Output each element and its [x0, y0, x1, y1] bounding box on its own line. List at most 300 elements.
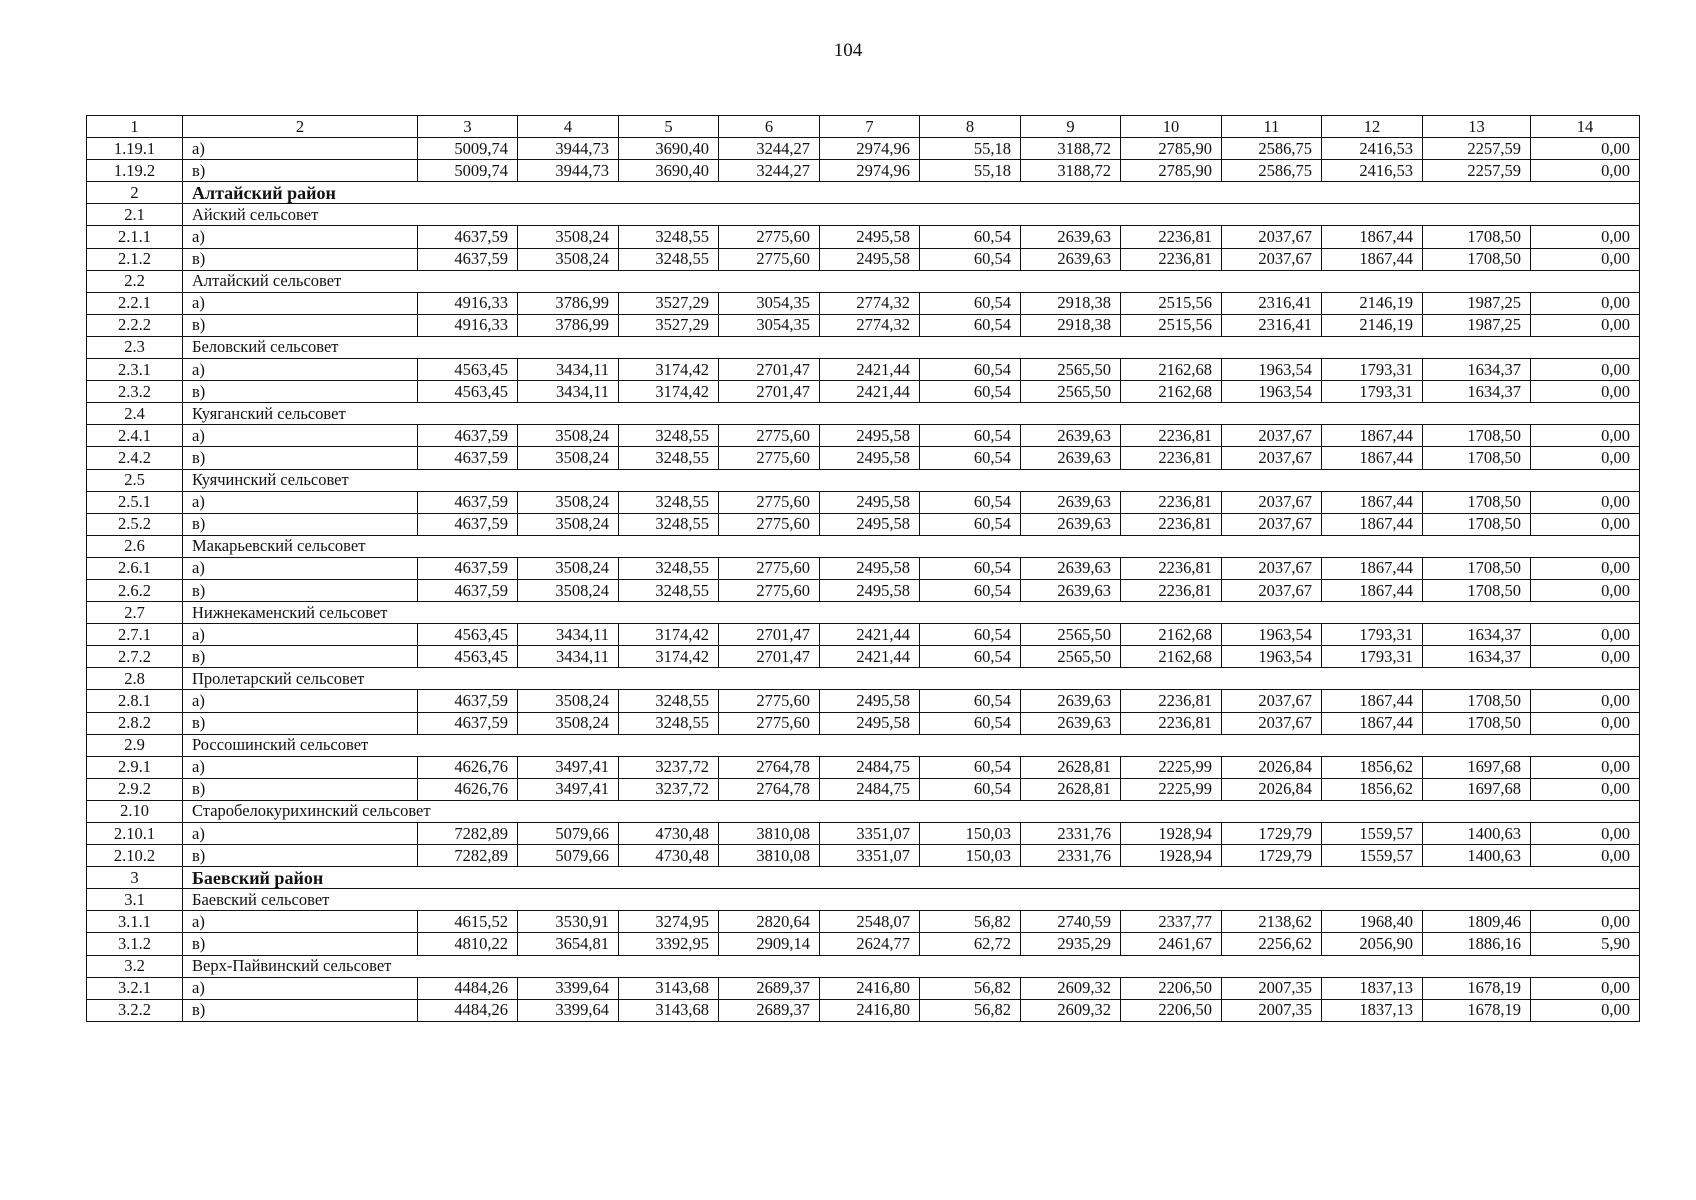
- section-row: [87, 734, 1640, 756]
- column-number-cell: 3: [418, 116, 518, 138]
- row-number-cell: 2.6.1: [87, 557, 183, 579]
- value-cell: 0,00: [1531, 359, 1640, 381]
- value-cell: 4484,26: [418, 977, 518, 999]
- value-cell: 3244,27: [719, 138, 820, 160]
- row-number-cell: 2.2.1: [87, 292, 183, 314]
- value-cell: 2257,59: [1423, 138, 1531, 160]
- table-row: [87, 646, 1640, 668]
- value-cell: 2416,53: [1322, 160, 1423, 182]
- section-row: [87, 800, 1640, 822]
- row-number-cell: 2.1.2: [87, 248, 183, 270]
- value-cell: 5009,74: [418, 138, 518, 160]
- section-row: [87, 955, 1640, 977]
- value-cell: 4626,76: [418, 778, 518, 800]
- value-cell: 60,54: [920, 314, 1021, 336]
- value-cell: 0,00: [1531, 138, 1640, 160]
- table-row: [87, 756, 1640, 778]
- value-cell: 3054,35: [719, 314, 820, 336]
- value-cell: 2026,84: [1222, 756, 1322, 778]
- value-cell: 2974,96: [820, 138, 920, 160]
- tariff-table-container: [86, 115, 1639, 1022]
- value-cell: 2236,81: [1121, 447, 1222, 469]
- row-number-cell: 3.1.1: [87, 911, 183, 933]
- value-cell: 0,00: [1531, 557, 1640, 579]
- value-cell: 1708,50: [1423, 712, 1531, 734]
- value-cell: 0,00: [1531, 314, 1640, 336]
- value-cell: 2548,07: [820, 911, 920, 933]
- value-cell: 2236,81: [1121, 248, 1222, 270]
- value-cell: 62,72: [920, 933, 1021, 955]
- value-cell: 4637,59: [418, 712, 518, 734]
- section-title-cell: Куяганский сельсовет: [183, 403, 1640, 425]
- table-row: [87, 491, 1640, 513]
- section-row: [87, 403, 1640, 425]
- value-cell: 2225,99: [1121, 756, 1222, 778]
- value-cell: 1708,50: [1423, 248, 1531, 270]
- table-row: [87, 381, 1640, 403]
- value-cell: 0,00: [1531, 513, 1640, 535]
- value-cell: 3530,91: [518, 911, 619, 933]
- value-cell: 1634,37: [1423, 646, 1531, 668]
- value-cell: 2764,78: [719, 778, 820, 800]
- value-cell: 4637,59: [418, 447, 518, 469]
- row-number-cell: 2.4.1: [87, 425, 183, 447]
- value-cell: 2421,44: [820, 646, 920, 668]
- value-cell: 60,54: [920, 646, 1021, 668]
- section-title-cell: Айский сельсовет: [183, 204, 1640, 226]
- value-cell: 0,00: [1531, 579, 1640, 601]
- value-cell: 0,00: [1531, 491, 1640, 513]
- value-cell: 0,00: [1531, 823, 1640, 845]
- row-label-cell: в): [183, 579, 418, 601]
- value-cell: 4916,33: [418, 314, 518, 336]
- value-cell: 2236,81: [1121, 690, 1222, 712]
- value-cell: 2918,38: [1021, 314, 1121, 336]
- value-cell: 3497,41: [518, 756, 619, 778]
- row-number-cell: 2.3.1: [87, 359, 183, 381]
- value-cell: 3174,42: [619, 359, 719, 381]
- row-number-cell: 1.19.2: [87, 160, 183, 182]
- value-cell: 3244,27: [719, 160, 820, 182]
- value-cell: 60,54: [920, 756, 1021, 778]
- value-cell: 1708,50: [1423, 226, 1531, 248]
- value-cell: 3248,55: [619, 513, 719, 535]
- value-cell: 60,54: [920, 690, 1021, 712]
- value-cell: 2316,41: [1222, 314, 1322, 336]
- value-cell: 2257,59: [1423, 160, 1531, 182]
- value-cell: 4637,59: [418, 557, 518, 579]
- row-number-cell: 2.10: [87, 800, 183, 822]
- value-cell: 1987,25: [1423, 292, 1531, 314]
- value-cell: 4637,59: [418, 425, 518, 447]
- value-cell: 60,54: [920, 513, 1021, 535]
- value-cell: 2785,90: [1121, 138, 1222, 160]
- value-cell: 1867,44: [1322, 712, 1423, 734]
- value-cell: 56,82: [920, 977, 1021, 999]
- value-cell: 56,82: [920, 999, 1021, 1021]
- table-row: [87, 690, 1640, 712]
- value-cell: 4637,59: [418, 690, 518, 712]
- value-cell: 4626,76: [418, 756, 518, 778]
- value-cell: 60,54: [920, 447, 1021, 469]
- value-cell: 1928,94: [1121, 823, 1222, 845]
- value-cell: 2820,64: [719, 911, 820, 933]
- section-title-cell: Старобелокурихинский сельсовет: [183, 800, 1640, 822]
- row-number-cell: 2.10.2: [87, 845, 183, 867]
- value-cell: 0,00: [1531, 977, 1640, 999]
- value-cell: 4484,26: [418, 999, 518, 1021]
- column-number-cell: 12: [1322, 116, 1423, 138]
- value-cell: 1678,19: [1423, 999, 1531, 1021]
- tariff-table: [86, 115, 1640, 1022]
- value-cell: 3392,95: [619, 933, 719, 955]
- row-number-cell: 2.4.2: [87, 447, 183, 469]
- value-cell: 2037,67: [1222, 690, 1322, 712]
- value-cell: 2206,50: [1121, 977, 1222, 999]
- value-cell: 2416,53: [1322, 138, 1423, 160]
- table-row: [87, 292, 1640, 314]
- value-cell: 0,00: [1531, 999, 1640, 1021]
- section-title-cell: Алтайский сельсовет: [183, 270, 1640, 292]
- value-cell: 3399,64: [518, 977, 619, 999]
- value-cell: 2774,32: [820, 292, 920, 314]
- value-cell: 0,00: [1531, 690, 1640, 712]
- value-cell: 0,00: [1531, 624, 1640, 646]
- value-cell: 0,00: [1531, 447, 1640, 469]
- value-cell: 2515,56: [1121, 292, 1222, 314]
- row-label-cell: в): [183, 712, 418, 734]
- value-cell: 2609,32: [1021, 977, 1121, 999]
- row-number-cell: 2.8.2: [87, 712, 183, 734]
- value-cell: 60,54: [920, 248, 1021, 270]
- row-label-cell: в): [183, 314, 418, 336]
- row-label-cell: в): [183, 248, 418, 270]
- value-cell: 2785,90: [1121, 160, 1222, 182]
- row-number-cell: 1.19.1: [87, 138, 183, 160]
- value-cell: 2236,81: [1121, 513, 1222, 535]
- value-cell: 3143,68: [619, 999, 719, 1021]
- value-cell: 7282,89: [418, 845, 518, 867]
- table-row: [87, 999, 1640, 1021]
- value-cell: 3508,24: [518, 513, 619, 535]
- value-cell: 2146,19: [1322, 292, 1423, 314]
- value-cell: 3508,24: [518, 447, 619, 469]
- value-cell: 3654,81: [518, 933, 619, 955]
- table-row: [87, 160, 1640, 182]
- row-number-cell: 2.2.2: [87, 314, 183, 336]
- value-cell: 2628,81: [1021, 756, 1121, 778]
- value-cell: 1987,25: [1423, 314, 1531, 336]
- value-cell: 150,03: [920, 823, 1021, 845]
- row-label-cell: в): [183, 513, 418, 535]
- value-cell: 1867,44: [1322, 557, 1423, 579]
- value-cell: 3188,72: [1021, 160, 1121, 182]
- value-cell: 1867,44: [1322, 226, 1423, 248]
- value-cell: 2701,47: [719, 359, 820, 381]
- value-cell: 60,54: [920, 491, 1021, 513]
- value-cell: 2775,60: [719, 447, 820, 469]
- value-cell: 2775,60: [719, 557, 820, 579]
- section-row: [87, 889, 1640, 911]
- value-cell: 3434,11: [518, 381, 619, 403]
- value-cell: 3434,11: [518, 624, 619, 646]
- row-number-cell: 2.2: [87, 270, 183, 292]
- row-number-cell: 2.3: [87, 336, 183, 358]
- value-cell: 2461,67: [1121, 933, 1222, 955]
- value-cell: 4730,48: [619, 823, 719, 845]
- value-cell: 3054,35: [719, 292, 820, 314]
- value-cell: 2037,67: [1222, 557, 1322, 579]
- value-cell: 1634,37: [1423, 624, 1531, 646]
- table-row: [87, 977, 1640, 999]
- value-cell: 2639,63: [1021, 425, 1121, 447]
- value-cell: 2416,80: [820, 999, 920, 1021]
- table-row: [87, 579, 1640, 601]
- value-cell: 2146,19: [1322, 314, 1423, 336]
- value-cell: 150,03: [920, 845, 1021, 867]
- value-cell: 3351,07: [820, 845, 920, 867]
- section-title-cell: Баевский сельсовет: [183, 889, 1640, 911]
- value-cell: 2974,96: [820, 160, 920, 182]
- value-cell: 2037,67: [1222, 712, 1322, 734]
- value-cell: 3248,55: [619, 447, 719, 469]
- row-number-cell: 2.10.1: [87, 823, 183, 845]
- value-cell: 3508,24: [518, 579, 619, 601]
- value-cell: 2639,63: [1021, 579, 1121, 601]
- value-cell: 2162,68: [1121, 624, 1222, 646]
- value-cell: 2639,63: [1021, 226, 1121, 248]
- value-cell: 4637,59: [418, 491, 518, 513]
- value-cell: 2689,37: [719, 999, 820, 1021]
- value-cell: 1928,94: [1121, 845, 1222, 867]
- value-cell: 3274,95: [619, 911, 719, 933]
- row-number-cell: 2.5.1: [87, 491, 183, 513]
- value-cell: 4563,45: [418, 359, 518, 381]
- value-cell: 1867,44: [1322, 491, 1423, 513]
- row-label-cell: а): [183, 359, 418, 381]
- value-cell: 1793,31: [1322, 646, 1423, 668]
- row-label-cell: а): [183, 292, 418, 314]
- row-number-cell: 2.5.2: [87, 513, 183, 535]
- district-title-cell: Баевский район: [183, 867, 1640, 889]
- section-row: [87, 535, 1640, 557]
- value-cell: 3786,99: [518, 314, 619, 336]
- row-number-cell: 2.9.1: [87, 756, 183, 778]
- value-cell: 2236,81: [1121, 491, 1222, 513]
- value-cell: 2037,67: [1222, 513, 1322, 535]
- value-cell: 1837,13: [1322, 977, 1423, 999]
- value-cell: 60,54: [920, 359, 1021, 381]
- value-cell: 2740,59: [1021, 911, 1121, 933]
- value-cell: 4730,48: [619, 845, 719, 867]
- table-row: [87, 712, 1640, 734]
- value-cell: 3508,24: [518, 690, 619, 712]
- value-cell: 2775,60: [719, 712, 820, 734]
- value-cell: 1708,50: [1423, 579, 1531, 601]
- column-number-cell: 10: [1121, 116, 1222, 138]
- row-label-cell: в): [183, 845, 418, 867]
- value-cell: 2935,29: [1021, 933, 1121, 955]
- value-cell: 2639,63: [1021, 491, 1121, 513]
- value-cell: 3237,72: [619, 778, 719, 800]
- column-number-cell: 11: [1222, 116, 1322, 138]
- value-cell: 5,90: [1531, 933, 1640, 955]
- value-cell: 1867,44: [1322, 579, 1423, 601]
- value-cell: 3248,55: [619, 712, 719, 734]
- value-cell: 3188,72: [1021, 138, 1121, 160]
- value-cell: 2484,75: [820, 756, 920, 778]
- value-cell: 2495,58: [820, 226, 920, 248]
- value-cell: 2775,60: [719, 513, 820, 535]
- page-number: 104: [833, 40, 863, 61]
- row-label-cell: а): [183, 624, 418, 646]
- value-cell: 2639,63: [1021, 248, 1121, 270]
- value-cell: 3434,11: [518, 646, 619, 668]
- value-cell: 2586,75: [1222, 138, 1322, 160]
- value-cell: 2331,76: [1021, 823, 1121, 845]
- value-cell: 1708,50: [1423, 447, 1531, 469]
- value-cell: 2565,50: [1021, 359, 1121, 381]
- value-cell: 2138,62: [1222, 911, 1322, 933]
- section-row: [87, 602, 1640, 624]
- row-number-cell: 2.7.1: [87, 624, 183, 646]
- value-cell: 3248,55: [619, 226, 719, 248]
- value-cell: 2037,67: [1222, 248, 1322, 270]
- value-cell: 0,00: [1531, 226, 1640, 248]
- row-label-cell: а): [183, 977, 418, 999]
- value-cell: 1708,50: [1423, 690, 1531, 712]
- value-cell: 1867,44: [1322, 447, 1423, 469]
- value-cell: 55,18: [920, 138, 1021, 160]
- value-cell: 3174,42: [619, 381, 719, 403]
- row-number-cell: 2: [87, 182, 183, 204]
- row-label-cell: в): [183, 160, 418, 182]
- table-row: [87, 778, 1640, 800]
- value-cell: 3508,24: [518, 491, 619, 513]
- value-cell: 2236,81: [1121, 425, 1222, 447]
- value-cell: 2639,63: [1021, 513, 1121, 535]
- value-cell: 4563,45: [418, 381, 518, 403]
- value-cell: 4563,45: [418, 646, 518, 668]
- value-cell: 2495,58: [820, 557, 920, 579]
- value-cell: 1697,68: [1423, 778, 1531, 800]
- value-cell: 2495,58: [820, 425, 920, 447]
- value-cell: 2037,67: [1222, 491, 1322, 513]
- section-row: [87, 270, 1640, 292]
- value-cell: 1856,62: [1322, 778, 1423, 800]
- table-row: [87, 359, 1640, 381]
- row-label-cell: в): [183, 381, 418, 403]
- value-cell: 1867,44: [1322, 425, 1423, 447]
- value-cell: 3690,40: [619, 138, 719, 160]
- value-cell: 2331,76: [1021, 845, 1121, 867]
- value-cell: 3248,55: [619, 690, 719, 712]
- value-cell: 1400,63: [1423, 845, 1531, 867]
- value-cell: 1963,54: [1222, 646, 1322, 668]
- section-title-cell: Куячинский сельсовет: [183, 469, 1640, 491]
- value-cell: 3944,73: [518, 138, 619, 160]
- row-number-cell: 2.6.2: [87, 579, 183, 601]
- district-row: [87, 867, 1640, 889]
- value-cell: 4563,45: [418, 624, 518, 646]
- value-cell: 1963,54: [1222, 624, 1322, 646]
- value-cell: 1559,57: [1322, 845, 1423, 867]
- value-cell: 2701,47: [719, 624, 820, 646]
- value-cell: 4637,59: [418, 248, 518, 270]
- value-cell: 3248,55: [619, 579, 719, 601]
- value-cell: 5079,66: [518, 823, 619, 845]
- value-cell: 0,00: [1531, 646, 1640, 668]
- value-cell: 1708,50: [1423, 513, 1531, 535]
- row-label-cell: в): [183, 778, 418, 800]
- value-cell: 1634,37: [1423, 381, 1531, 403]
- row-number-cell: 3.1: [87, 889, 183, 911]
- value-cell: 2495,58: [820, 712, 920, 734]
- value-cell: 2037,67: [1222, 425, 1322, 447]
- row-number-cell: 2.7: [87, 602, 183, 624]
- value-cell: 3351,07: [820, 823, 920, 845]
- value-cell: 2639,63: [1021, 712, 1121, 734]
- value-cell: 4615,52: [418, 911, 518, 933]
- value-cell: 2236,81: [1121, 712, 1222, 734]
- row-label-cell: а): [183, 425, 418, 447]
- value-cell: 60,54: [920, 778, 1021, 800]
- value-cell: 1793,31: [1322, 359, 1423, 381]
- value-cell: 1867,44: [1322, 690, 1423, 712]
- value-cell: 0,00: [1531, 778, 1640, 800]
- value-cell: 2007,35: [1222, 999, 1322, 1021]
- value-cell: 1559,57: [1322, 823, 1423, 845]
- row-number-cell: 2.6: [87, 535, 183, 557]
- value-cell: 3248,55: [619, 491, 719, 513]
- value-cell: 3508,24: [518, 226, 619, 248]
- value-cell: 2495,58: [820, 248, 920, 270]
- value-cell: 0,00: [1531, 712, 1640, 734]
- value-cell: 1793,31: [1322, 624, 1423, 646]
- value-cell: 3508,24: [518, 557, 619, 579]
- value-cell: 2037,67: [1222, 226, 1322, 248]
- value-cell: 2416,80: [820, 977, 920, 999]
- value-cell: 5079,66: [518, 845, 619, 867]
- value-cell: 2775,60: [719, 690, 820, 712]
- value-cell: 2495,58: [820, 690, 920, 712]
- row-label-cell: а): [183, 491, 418, 513]
- row-number-cell: 3.1.2: [87, 933, 183, 955]
- value-cell: 1963,54: [1222, 359, 1322, 381]
- table-row: [87, 933, 1640, 955]
- value-cell: 3690,40: [619, 160, 719, 182]
- value-cell: 4637,59: [418, 579, 518, 601]
- row-label-cell: а): [183, 690, 418, 712]
- row-number-cell: 2.8.1: [87, 690, 183, 712]
- value-cell: 3174,42: [619, 624, 719, 646]
- value-cell: 1793,31: [1322, 381, 1423, 403]
- row-number-cell: 3.2.2: [87, 999, 183, 1021]
- value-cell: 2495,58: [820, 579, 920, 601]
- row-label-cell: а): [183, 756, 418, 778]
- value-cell: 3497,41: [518, 778, 619, 800]
- row-label-cell: а): [183, 557, 418, 579]
- row-number-cell: 2.5: [87, 469, 183, 491]
- value-cell: 60,54: [920, 579, 1021, 601]
- value-cell: 3174,42: [619, 646, 719, 668]
- value-cell: 2421,44: [820, 624, 920, 646]
- table-row: [87, 248, 1640, 270]
- district-title-cell: Алтайский район: [183, 182, 1640, 204]
- table-row: [87, 823, 1640, 845]
- value-cell: 3810,08: [719, 845, 820, 867]
- row-label-cell: а): [183, 226, 418, 248]
